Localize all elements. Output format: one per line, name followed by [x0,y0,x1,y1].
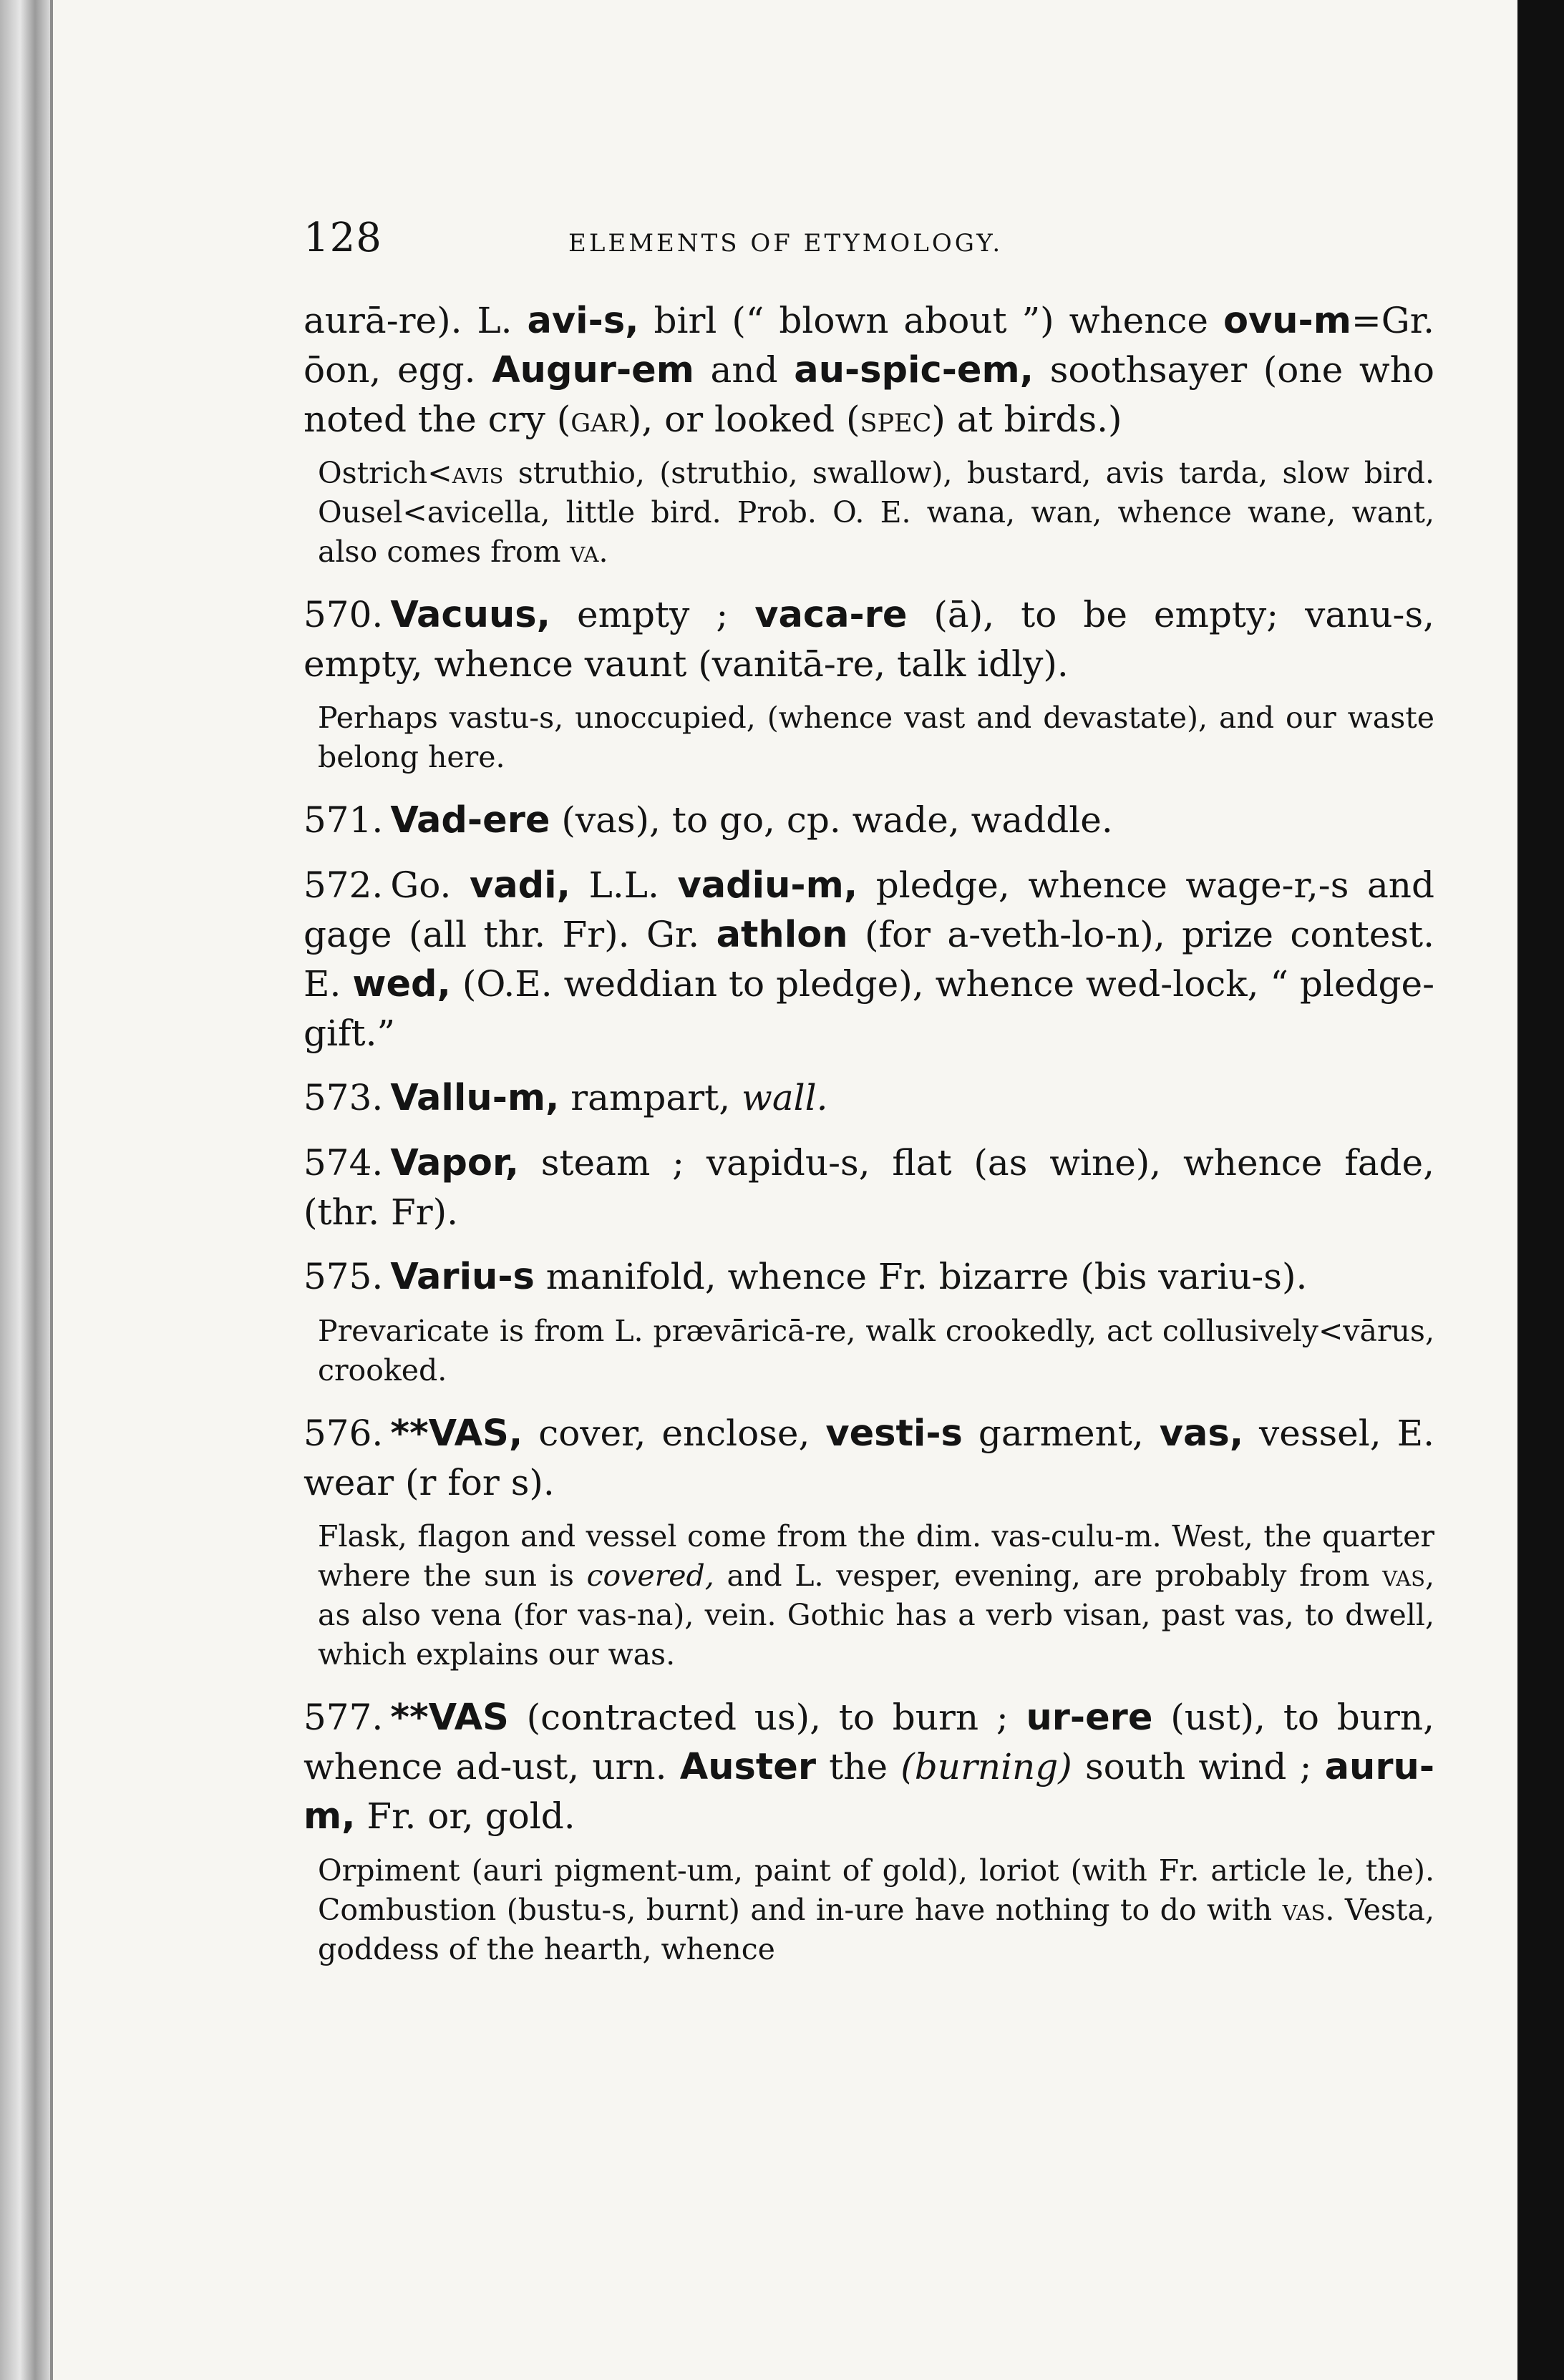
entry-576 [303,1409,1434,1507]
running-head [303,215,1434,279]
keyword: wed, [352,963,451,1005]
text-run: L.L. [570,864,678,906]
keyword: athlon [716,914,848,956]
keyword: avi-s, [527,300,639,342]
keyword: Augur-em [492,349,694,391]
text-run: (contracted us), to burn ; [508,1697,1026,1738]
text-run: (vas), to go, cp. wade, waddle. [550,799,1113,841]
text-run: Orpiment (auri pigment-um, paint of gold), loriot (with Fr. article le, the). Combustion (bustu-s, burnt) and in-ure have nothing to do with [318,1853,1434,1927]
text-run: ), or looked ( [627,399,860,440]
text-run: the [815,1746,901,1788]
text-run: Ostrich< [318,456,452,490]
text-run: pledge, whence wage-r,-s and gage (all thr. Fr). Gr. [303,864,1434,955]
text-run: and L. vesper, evening, are probably from [714,1559,1383,1593]
text-run: steam ; vapidu-s, flat (as wine), whence fade, (thr. Fr). [303,1142,1434,1233]
note-576 [318,1517,1434,1674]
italic-text: (burning) [900,1746,1072,1788]
entry-number: 576. [303,1413,384,1454]
entry-number: 577. [303,1697,384,1738]
text-run: Flask, flagon and vessel come from the dim. vas-culu-m. West, the quarter where the sun is [318,1519,1434,1593]
keyword: Vacuus, [390,594,551,636]
entry-571 [303,796,1434,845]
entry-572 [303,861,1434,1058]
keyword: au-spic-em, [794,349,1034,391]
text-run: (ust), to burn, whence ad-ust, urn. [303,1697,1434,1788]
text-run: (for a-veth-lo-n), prize contest. E. [303,914,1434,1005]
italic-text: covered, [586,1559,714,1593]
note-570: Perhaps vastu-s, unoccupied, (whence vast and devastate), and our waste belong here. [318,701,1434,774]
keyword: Vapor, [390,1142,519,1184]
entry-number: 575. [303,1256,384,1297]
root-smallcaps: vas [1382,1559,1425,1593]
keyword: auru-m, [303,1746,1434,1838]
text-run: (O.E. weddian to pledge), whence wed-lock, “ pledge-gift.” [303,963,1434,1054]
keyword: Variu-s [390,1256,535,1298]
text-run: Fr. or, gold. [355,1795,575,1837]
running-title: ELEMENTS OF ETYMOLOGY. [568,229,1004,258]
root-smallcaps: gar [570,399,628,440]
text-run: and [694,349,795,391]
keyword: vadi, [470,864,571,907]
keyword: ovu-m [1223,300,1351,342]
text-run: , as also vena (for vas-na), vein. Gothic has a verb visan, past vas, to dwell, which explains our was. [318,1559,1434,1672]
page-edge-shadow [1517,0,1564,2380]
text-run: . Vesta, goddess of the hearth, whence [318,1893,1434,1966]
text-run: south wind ; [1072,1746,1325,1788]
entry-number: 570. [303,594,384,635]
entry-575 [303,1252,1434,1302]
entry-continuation [303,296,1434,444]
entry-570 [303,590,1434,688]
entry-577 [303,1693,1434,1841]
text-block [303,215,1434,1988]
text-run: birl (“ blown about ”) whence [638,300,1223,341]
keyword: vaca-re [754,594,908,636]
keyword: Auster [679,1746,816,1788]
text-run: (ā), to be empty; vanu-s, empty, whence vaunt (vanitā-re, talk idly). [303,594,1434,685]
entry-573 [303,1073,1434,1123]
keyword: ur-ere [1026,1697,1153,1739]
keyword: Vad-ere [390,799,550,842]
keyword: vas, [1159,1413,1244,1455]
book-binding [0,0,50,2380]
text-run: cover, enclose, [523,1413,826,1454]
text-run: struthio, (struthio, swallow), bustard, avis tarda, slow bird. Ousel<avicella, little bird. Prob. O. E. wana, wan, whence wane, want, also comes from [318,456,1434,569]
keyword: **VAS, [390,1413,523,1455]
note-avis [318,454,1434,572]
entry-574 [303,1138,1434,1237]
note-575: Prevaricate is from L. prævāricā-re, walk crookedly, act collusively<vārus, crooked. [318,1314,1434,1387]
text-run: =Gr. ōon, egg. [303,300,1434,391]
keyword: **VAS [390,1697,509,1739]
book-page [50,0,1517,2380]
root-smallcaps: avis [452,456,504,490]
page-number: 128 [303,215,382,261]
text-run: . [598,535,608,569]
text-run: soothsayer (one who noted the cry ( [303,349,1434,440]
root-smallcaps: spec [860,399,932,440]
keyword: vadiu-m, [677,864,858,907]
entry-number: 571. [303,799,384,841]
root-smallcaps: va [570,535,599,569]
entry-number: 574. [303,1142,384,1184]
text-run: Go. [390,864,470,906]
italic-text: wall. [742,1077,828,1118]
keyword: Vallu-m, [390,1077,560,1119]
text-run: aurā-re). L. [303,300,528,341]
text-run: empty ; [550,594,755,635]
text-run: garment, [962,1413,1160,1454]
text-run: vessel, E. wear (r for s). [303,1413,1434,1503]
text-run: manifold, whence Fr. bizarre (bis variu-s). [534,1256,1308,1297]
keyword: vesti-s [825,1413,963,1455]
text-run: ) at birds.) [931,399,1122,440]
entry-number: 573. [303,1077,384,1118]
root-smallcaps: vas [1282,1893,1326,1927]
note-577 [318,1851,1434,1969]
text-run: rampart, [559,1077,742,1118]
entry-number: 572. [303,864,384,906]
